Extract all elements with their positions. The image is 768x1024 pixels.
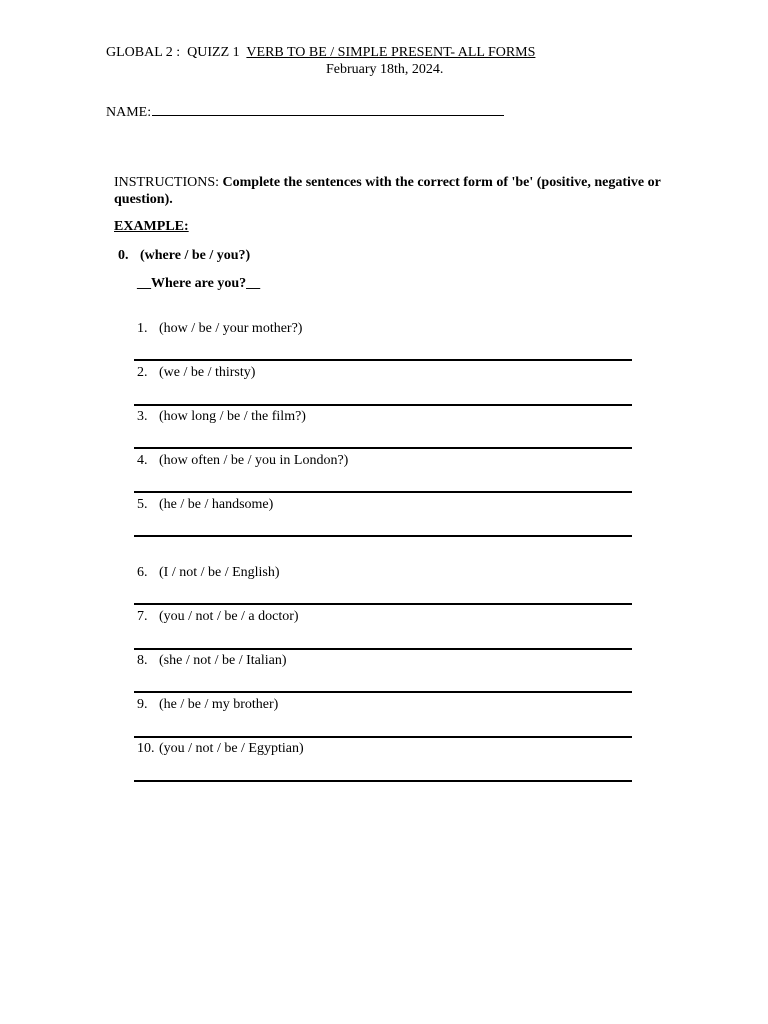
question-item [137,565,280,581]
name-blank[interactable] [152,101,504,116]
question-item [137,409,306,425]
question-number: 10. [137,741,155,756]
question-prompt: (you / not / be / a doctor) [159,609,299,624]
question-number: 9. [137,697,148,712]
question-number: 8. [137,653,148,668]
question-number: 3. [137,409,148,424]
quiz-label: QUIZZ 1 [187,45,240,60]
question-number: 1. [137,321,148,336]
answer-line[interactable] [134,447,632,449]
instructions-label: INSTRUCTIONS: [114,175,220,190]
question-item [137,321,302,337]
quiz-title [106,45,535,61]
course-label: GLOBAL 2 : [106,45,181,60]
name-field [106,101,504,121]
question-prompt: (how long / be / the film?) [159,409,306,424]
question-number: 4. [137,453,148,468]
question-prompt: (how often / be / you in London?) [159,453,349,468]
name-label: NAME: [106,105,152,120]
example-number: 0. [118,248,129,263]
quiz-date: February 18th, 2024. [326,62,444,77]
question-prompt: (he / be / my brother) [159,697,279,712]
answer-line[interactable] [134,648,632,650]
question-item [137,741,304,757]
question-prompt: (I / not / be / English) [159,565,280,580]
instructions-text: Complete the sentences with the correct form of 'be' (positive, negative or question). [114,175,661,207]
question-item [137,453,348,469]
answer-line[interactable] [134,780,632,782]
question-prompt: (he / be / handsome) [159,497,274,512]
answer-line[interactable] [134,736,632,738]
example-prompt: (where / be / you?) [140,248,251,263]
question-number: 7. [137,609,148,624]
question-number: 2. [137,365,148,380]
answer-line[interactable] [134,404,632,406]
example-item [118,248,250,264]
question-prompt: (we / be / thirsty) [159,365,256,380]
question-prompt: (you / not / be / Egyptian) [159,741,304,756]
question-item [137,697,278,713]
answer-line[interactable] [134,603,632,605]
question-number: 6. [137,565,148,580]
example-answer: __Where are you?__ [137,276,261,291]
question-item [137,497,273,513]
question-number: 5. [137,497,148,512]
question-item [137,609,299,625]
question-item [137,653,287,669]
answer-line[interactable] [134,491,632,493]
question-prompt: (she / not / be / Italian) [159,653,287,668]
answer-line[interactable] [134,535,632,537]
answer-line[interactable] [134,359,632,361]
question-prompt: (how / be / your mother?) [159,321,303,336]
question-item [137,365,255,381]
answer-line[interactable] [134,691,632,693]
instructions [114,174,674,208]
topic-label: VERB TO BE / SIMPLE PRESENT- ALL FORMS [246,45,536,60]
example-heading: EXAMPLE: [114,219,189,234]
